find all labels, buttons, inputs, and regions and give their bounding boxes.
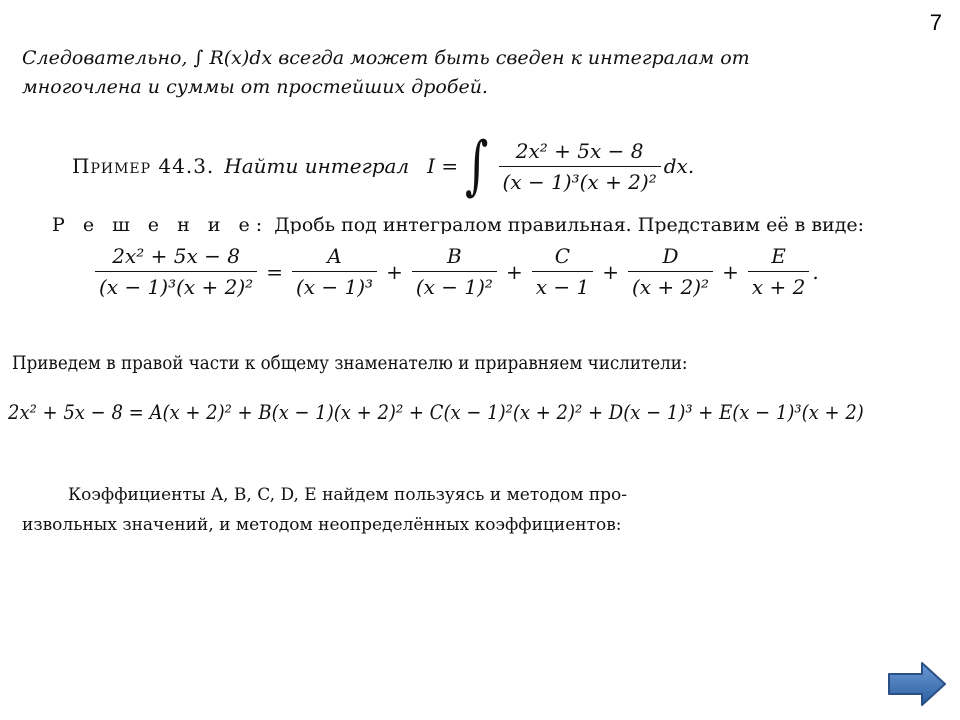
solution-line [52,214,892,234]
intro-integral: ∫ R(x)dx [193,47,273,69]
term-b-den: (x − 1)² [412,271,497,299]
term-d-num: D [662,244,679,268]
decomposition-end: . [812,259,819,284]
plus-sign: + [722,259,739,284]
example-label: Пример 44.3. [72,154,215,178]
term-d-den: (x + 2)² [628,271,713,299]
term-a-den: (x − 1)³ [292,271,377,299]
term-b [412,244,497,299]
term-e-den: x + 2 [748,271,809,299]
page-number: 7 [929,10,942,35]
example-heading [72,129,695,203]
plus-sign: + [602,259,619,284]
example-task: Найти интеграл [224,154,410,178]
plus-sign: + [386,259,403,284]
integrand-denominator: (x − 1)³(x + 2)² [499,166,661,194]
term-d [628,244,713,299]
intro-line2: многочлена и суммы от простейших дробей. [22,76,488,98]
coefficients-line1: Коэффициенты A, B, C, D, E найдем пользуясь и методом про- [68,485,628,505]
term-c [532,244,593,299]
step-text: Приведем в правой части к общему знаменателю и приравняем числители: [12,352,688,374]
solution-text: Дробь под интегралом правильная. Представим её в виде: [274,214,865,234]
decomposition-equation [92,244,819,299]
coefficients-paragraph [22,480,822,540]
next-slide-button[interactable] [886,660,948,708]
arrow-right-icon [886,660,948,708]
equals-sign: = [266,259,283,284]
decomposition-lhs [95,244,257,299]
term-a-num: A [327,244,342,268]
term-e [748,244,809,299]
integrand-numerator: 2x² + 5x − 8 [515,138,644,163]
plus-sign: + [505,259,523,284]
solution-label: Р е ш е н и е: [52,214,269,234]
term-a [292,244,377,299]
integral-sign: ∫ [465,129,489,203]
intro-paragraph [22,44,750,102]
term-c-den: x − 1 [532,271,593,299]
decomposition-lhs-denominator: (x − 1)³(x + 2)² [95,271,257,299]
term-e-num: E [771,244,786,268]
example-dx: dx. [663,154,695,178]
numerator-equation: 2x² + 5x − 8 = A(x + 2)² + B(x − 1)(x + 2)² + C(x − 1)²(x + 2)² + D(x − 1)³ + E(x − 1)³(x + 2) [8,400,864,424]
example-lhs: I = [427,154,459,178]
coefficients-line2: извольных значений, и методом неопределённых коэффициентов: [22,515,622,535]
term-c-num: C [554,244,571,268]
intro-line1-a: Следовательно, [22,47,188,69]
term-b-num: B [447,244,462,268]
decomposition-lhs-numerator: 2x² + 5x − 8 [112,244,240,268]
integrand-fraction [499,139,661,194]
intro-line1-b: всегда может быть сведен к интегралам от [278,47,750,69]
